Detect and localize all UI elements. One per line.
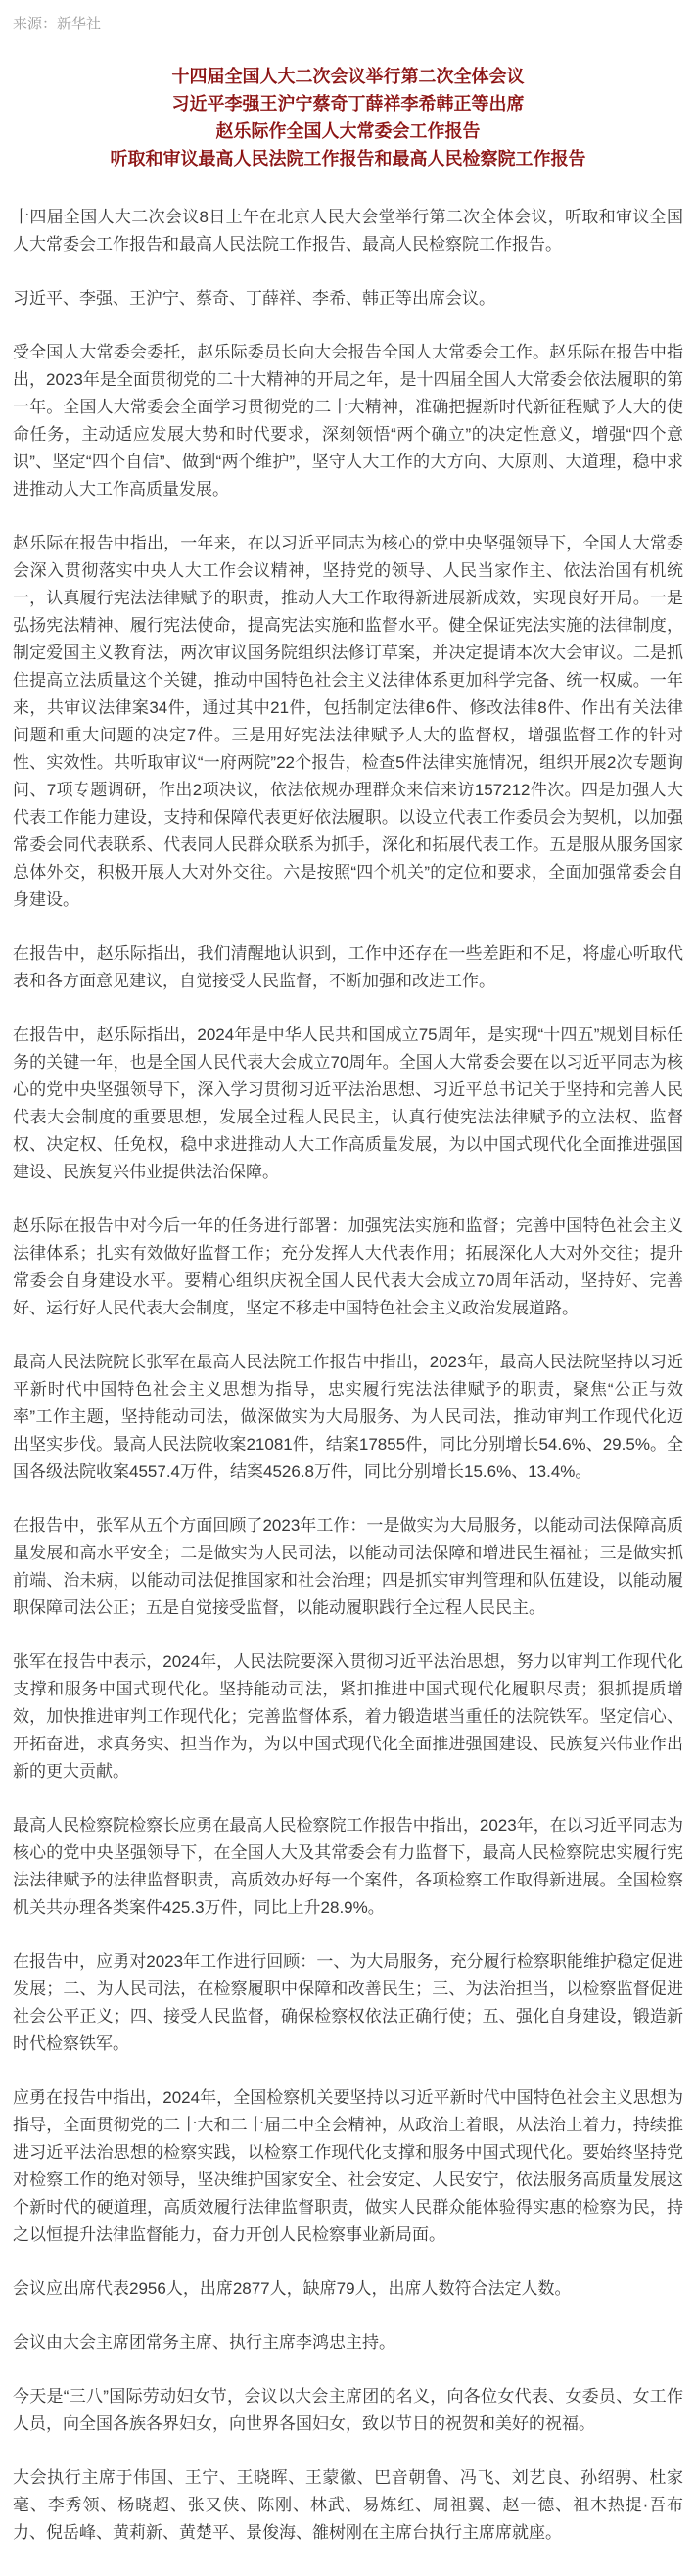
title-line: 习近平李强王沪宁蔡奇丁薛祥李希韩正等出席 <box>171 94 525 114</box>
article-body <box>13 204 683 2547</box>
source-label: 来源：新华社 <box>13 16 102 32</box>
paragraph: 赵乐际在报告中对今后一年的任务进行部署：加强宪法实施和监督；完善中国特色社会主义法律体系；扎实有效做好监督工作；充分发挥人大代表作用；拓展深化人大对外交往；提升常委会自身建设水平。要精心组织庆祝全国人民代表大会成立70周年活动，坚持好、完善好、运行好人民代表大会制度，坚定不移走中国特色社会主义政治发展道路。 <box>13 1216 683 1317</box>
title-line: 听取和审议最高人民法院工作报告和最高人民检察院工作报告 <box>110 149 586 168</box>
title-line: 赵乐际作全国人大常委会工作报告 <box>215 121 481 141</box>
paragraph: 张军在报告中表示，2024年，人民法院要深入贯彻习近平法治思想，努力以审判工作现代化支撑和服务中国式现代化。坚持能动司法，紧扣推进中国式现代化履职尽责；狠抓提质增效，加快推进审判工作现代化；完善监督体系，着力锻造堪当重任的法院铁军。坚定信心、开拓奋进，求真务实、担当作为，为以中国式现代化全面推进强国建设、民族复兴伟业作出新的更大贡献。 <box>13 1652 683 1781</box>
paragraph: 大会执行主席于伟国、王宁、王晓晖、王蒙徽、巴音朝鲁、冯飞、刘艺良、孙绍骋、杜家毫、李秀领、杨晓超、张又侠、陈刚、林武、易炼红、周祖翼、赵一德、祖木热提·吾布力、倪岳峰、黄莉新、黄楚平、景俊海、雒树刚在主席台执行主席席就座。 <box>13 2468 683 2542</box>
paragraph: 在报告中，赵乐际指出，2024年是中华人民共和国成立75周年，是实现“十四五”规划目标任务的关键一年，也是全国人民代表大会成立70周年。全国人大常委会要在以习近平同志为核心的党中央坚强领导下，深入学习贯彻习近平法治思想、习近平总书记关于坚持和完善人民代表大会制度的重要思想，发展全过程人民民主，认真行使宪法法律赋予的立法权、监督权、决定权、任免权，稳中求进推动人大工作高质量发展，为以中国式现代化全面推进强国建设、民族复兴伟业提供法治保障。 <box>13 1026 683 1181</box>
paragraph: 最高人民检察院检察长应勇在最高人民检察院工作报告中指出，2023年，在以习近平同志为核心的党中央坚强领导下，在全国人大及其常委会有力监督下，最高人民检察院忠实履行宪法法律赋予的法律监督职责，高质效办好每一个案件，各项检察工作取得新进展。全国检察机关共办理各类案件425.3万件，同比上升28.9%。 <box>13 1816 683 1917</box>
paragraph: 应勇在报告中指出，2024年，全国检察机关要坚持以习近平新时代中国特色社会主义思想为指导，全面贯彻党的二十大和二十届二中全会精神，从政治上着眼，从法治上着力，持续推进习近平法治思想的检察实践，以检察工作现代化支撑和服务中国式现代化。要始终坚持党对检察工作的绝对领导，坚决维护国家安全、社会安定、人民安宁，依法服务高质量发展这个新时代的硬道理，高质效履行法律监督职责，做实人民群众能体验得实惠的检察为民，持之以恒提升法律监督能力，奋力开创人民检察事业新局面。 <box>13 2088 683 2244</box>
paragraph: 赵乐际在报告中指出，一年来，在以习近平同志为核心的党中央坚强领导下，全国人大常委会深入贯彻落实中央人大工作会议精神，坚持党的领导、人民当家作主、依法治国有机统一，认真履行宪法法律赋予的职责，推动人大工作取得新进展新成效，实现良好开局。一是弘扬宪法精神、履行宪法使命，提高宪法实施和监督水平。健全保证宪法实施的法律制度，制定爱国主义教育法，两次审议国务院组织法修订草案，并决定提请本次大会审议。二是抓住提高立法质量这个关键，推动中国特色社会主义法律体系更加科学完备、统一权威。一年来，共审议法律案34件，通过其中21件，包括制定法律6件、修改法律8件、作出有关法律问题和重大问题的决定7件。三是用好宪法法律赋予人大的监督权，增强监督工作的针对性、实效性。共听取审议“一府两院”22个报告，检查5件法律实施情况，组织开展2次专题询问、7项专题调研，作出2项决议，依法依规办理群众来信来访157212件次。四是加强人大代表工作能力建设，支持和保障代表更好依法履职。以设立代表工作委员会为契机，以加强常委会同代表联系、代表同人民群众联系为抓手，深化和拓展代表工作。五是服从服务国家总体外交，积极开展人大对外交往。六是按照“四个机关”的定位和要求，全面加强常委会自身建设。 <box>13 534 683 909</box>
paragraph: 会议由大会主席团常务主席、执行主席李鸿忠主持。 <box>13 2333 395 2352</box>
paragraph: 今天是“三八”国际劳动妇女节，会议以大会主席团的名义，向各位女代表、女委员、女工作人员，向全国各族各界妇女，向世界各国妇女，致以节日的祝贺和美好的祝福。 <box>13 2387 683 2433</box>
article-title <box>13 63 683 172</box>
paragraph: 习近平、李强、王沪宁、蔡奇、丁薛祥、李希、韩正等出席会议。 <box>13 289 495 308</box>
title-line: 十四届全国人大二次会议举行第二次全体会议 <box>171 67 525 86</box>
paragraph: 十四届全国人大二次会议8日上午在北京人民大会堂举行第二次全体会议，听取和审议全国人大常委会工作报告和最高人民法院工作报告、最高人民检察院工作报告。 <box>13 208 683 254</box>
paragraph: 最高人民法院院长张军在最高人民法院工作报告中指出，2023年，最高人民法院坚持以习近平新时代中国特色社会主义思想为指导，忠实履行宪法法律赋予的职责，聚焦“公正与效率”工作主题，坚持能动司法，做深做实为大局服务、为人民司法，推动审判工作现代化迈出坚实步伐。最高人民法院收案21081件，结案17855件，同比分别增长54.6%、29.5%。全国各级法院收案4557.4万件，结案4526.8万件，同比分别增长15.6%、13.4%。 <box>13 1353 683 1481</box>
paragraph: 受全国人大常委会委托，赵乐际委员长向大会报告全国人大常委会工作。赵乐际在报告中指出，2023年是全面贯彻党的二十大精神的开局之年，是十四届全国人大常委会依法履职的第一年。全国人大常委会全面学习贯彻党的二十大精神，准确把握新时代新征程赋予人大的使命任务，主动适应发展大势和时代要求，深刻领悟“两个确立”的决定性意义，增强“四个意识”、坚定“四个自信”、做到“两个维护”，坚守人大工作的大方向、大原则、大道理，稳中求进推动人大工作高质量发展。 <box>13 343 683 499</box>
paragraph: 会议应出席代表2956人，出席2877人，缺席79人，出席人数符合法定人数。 <box>13 2279 572 2298</box>
paragraph: 在报告中，张军从五个方面回顾了2023年工作：一是做实为大局服务，以能动司法保障高质量发展和高水平安全；二是做实为人民司法，以能动司法保障和增进民生福祉；三是做实抓前端、治未病，以能动司法促推国家和社会治理；四是抓实审判管理和队伍建设，以能动履职保障司法公正；五是自觉接受监督，以能动履职践行全过程人民民主。 <box>13 1516 683 1617</box>
paragraph: 在报告中，应勇对2023年工作进行回顾：一、为大局服务，充分履行检察职能维护稳定促进发展；二、为人民司法，在检察履职中保障和改善民生；三、为法治担当，以检察监督促进社会公平正义；四、接受人民监督，确保检察权依法正确行使；五、强化自身建设，锻造新时代检察铁军。 <box>13 1952 683 2053</box>
paragraph: 在报告中，赵乐际指出，我们清醒地认识到，工作中还存在一些差距和不足，将虚心听取代表和各方面意见建议，自觉接受人民监督，不断加强和改进工作。 <box>13 944 683 990</box>
